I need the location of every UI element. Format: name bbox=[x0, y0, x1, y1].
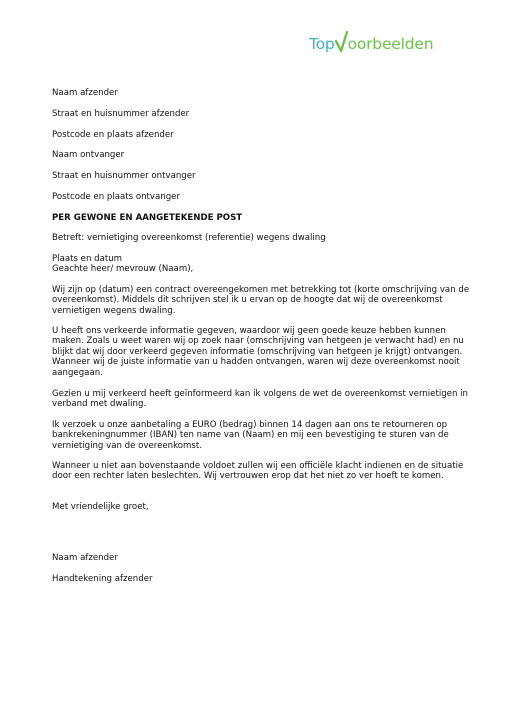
recipient-name: Naam ontvanger bbox=[52, 150, 125, 161]
paragraph-4: Ik verzoek u onze aanbetaling a EURO (bedrag) binnen 14 dagen aan ons te retourneren op bankrekeningnummer (IBAN) ten name van (Naam) en mij een bevestiging te sturen van de vernietiging van de overeenkomst. bbox=[52, 420, 449, 451]
paragraph-3: Gezien u mij verkeerd heeft geïnformeerd kan ik volgens de wet de overeenkomst vernietigen in verband met dwaling. bbox=[52, 389, 468, 410]
closing: Met vriendelijke groet, bbox=[52, 502, 149, 512]
checkmark-icon bbox=[335, 31, 348, 53]
sender-street: Straat en huisnummer afzender bbox=[52, 109, 190, 120]
recipient-city: Postcode en plaats ontvanger bbox=[52, 192, 181, 203]
signature-block bbox=[52, 543, 472, 595]
logo-text-oorbeelden: oorbeelden bbox=[347, 34, 434, 53]
sender-name: Naam afzender bbox=[52, 88, 118, 99]
place-date: Plaats en datum bbox=[52, 254, 123, 265]
signature-name: Naam afzender bbox=[52, 553, 118, 564]
paragraph-5: Wanneer u niet aan bovenstaande voldoet zullen wij een officiële klacht indienen en de situatie door een rechter laten beslechten. Wij vertrouwen erop dat het niet zo ver hoeft te komen. bbox=[52, 461, 464, 482]
paragraph-2: U heeft ons verkeerde informatie gegeven, waardoor wij geen goede keuze hebben kunnen maken. Zoals u weet waren wij op zoek naar (omschrijving van hetgeen je verwacht had) en nu blijkt dat wij door verkeerd gegeven informatie (omschrijving van hetgeen je krijgt) ontvangen. Wanneer wij de juiste informatie van u hadden ontvangen, waren wij deze overeenkomst nooit aangegaan. bbox=[52, 326, 464, 378]
logo-text-top: Top bbox=[309, 34, 335, 53]
delivery-method: PER GEWONE EN AANGETEKENDE POST bbox=[52, 212, 243, 223]
recipient-street: Straat en huisnummer ontvanger bbox=[52, 171, 196, 182]
topvoorbeelden-logo bbox=[309, 26, 433, 52]
sender-city: Postcode en plaats afzender bbox=[52, 130, 174, 141]
recipient-address bbox=[52, 140, 472, 234]
salutation: Geachte heer/ mevrouw (Naam), bbox=[52, 264, 194, 274]
signature-line: Handtekening afzender bbox=[52, 574, 153, 585]
paragraph-1: Wij zijn op (datum) een contract overeengekomen met betrekking tot (korte omschrijving van de overeenkomst). Middels dit schrijven stel ik u ervan op de hoogte dat wij de overeenkomst vernietigen wegens dwaling. bbox=[52, 285, 470, 316]
subject-line: Betreft: vernietiging overeenkomst (referentie) wegens dwaling bbox=[52, 233, 326, 244]
